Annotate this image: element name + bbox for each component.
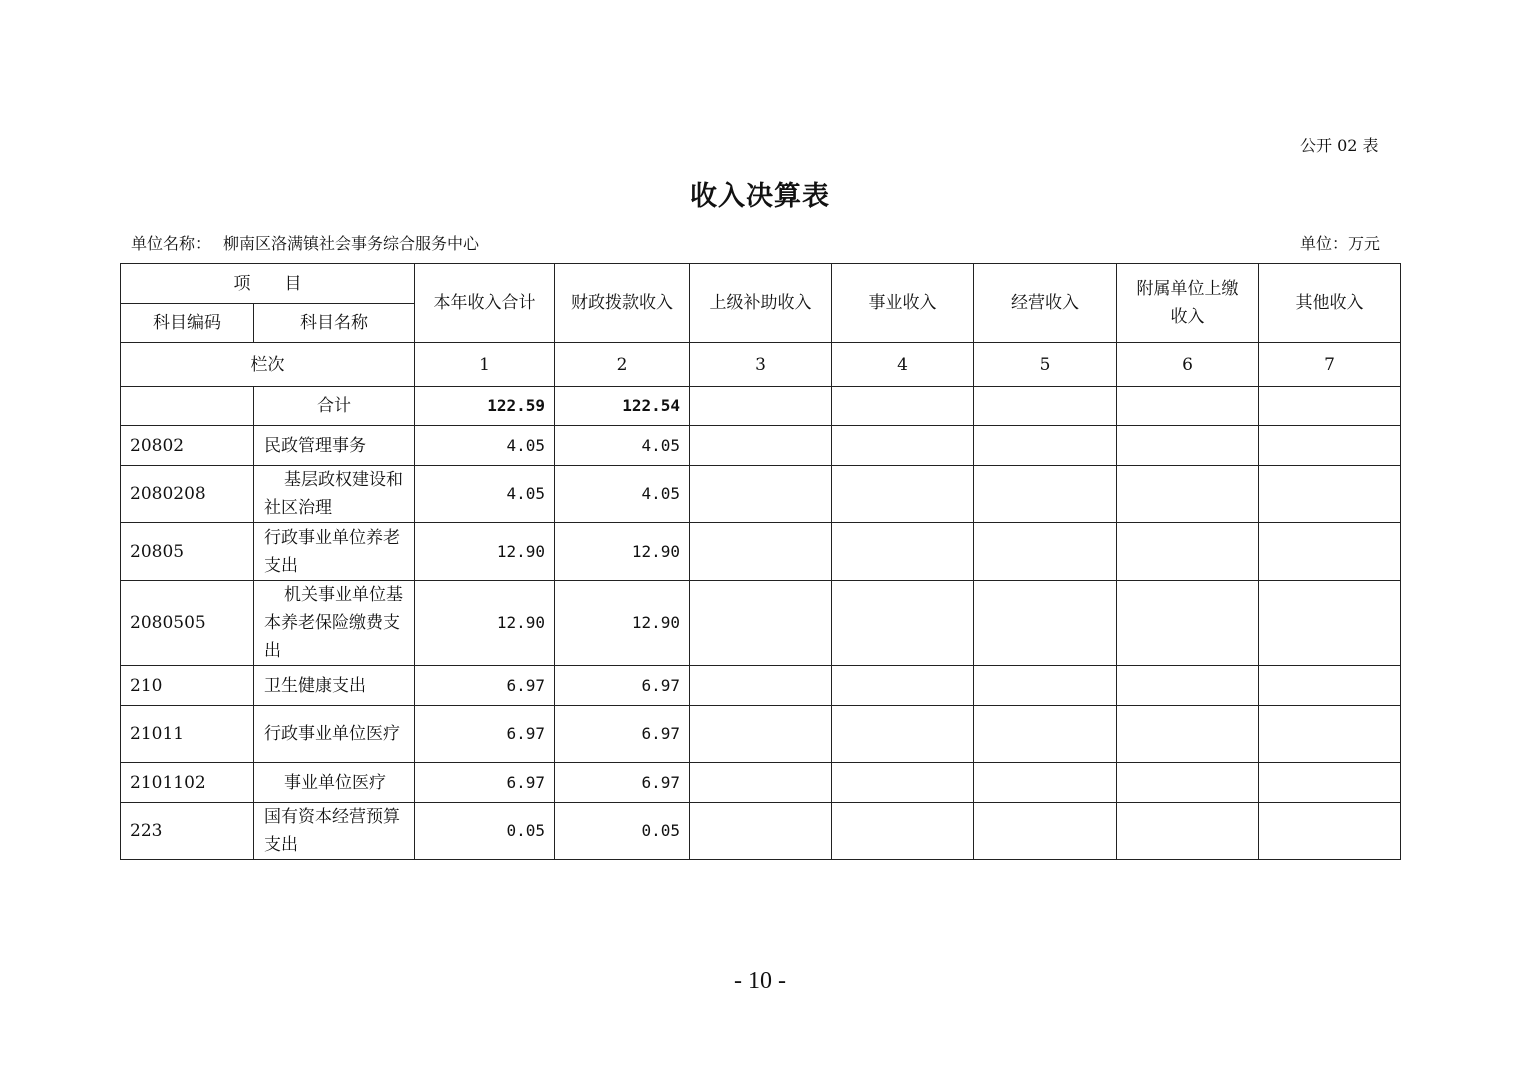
subject-name: 机关事业单位基本养老保险缴费支出: [254, 581, 415, 666]
subject-code: 223: [121, 803, 254, 860]
table-row: [121, 581, 1401, 666]
header-superior-subsidy: 上级补助收入: [690, 264, 832, 343]
table-row: [121, 466, 1401, 523]
col-num-5: 5: [974, 343, 1117, 387]
subject-name: 行政事业单位养老支出: [254, 523, 415, 581]
total-label: 合计: [254, 387, 415, 426]
money-unit: 单位：万元: [1300, 234, 1381, 253]
header-other-income: 其他收入: [1259, 264, 1401, 343]
total-fiscal-value: 122.54: [555, 387, 690, 426]
subject-name: 国有资本经营预算支出: [254, 803, 415, 860]
table-row: [121, 666, 1401, 706]
row-fiscal-income: 0.05: [555, 803, 690, 860]
header-total-income: 本年收入合计: [415, 264, 555, 343]
table-row: [121, 803, 1401, 860]
row-total-income: 6.97: [415, 763, 555, 803]
row-fiscal-income: 6.97: [555, 666, 690, 706]
column-number-row: [121, 343, 1401, 387]
form-number: 公开 02 表: [1300, 136, 1379, 155]
unit-name-value: 柳南区洛满镇社会事务综合服务中心: [223, 234, 480, 253]
row-total-income: 0.05: [415, 803, 555, 860]
row-total-income: 4.05: [415, 426, 555, 466]
table-row: [121, 763, 1401, 803]
header-name: 科目名称: [254, 304, 415, 343]
subject-code: 21011: [121, 706, 254, 763]
subject-name: 民政管理事务: [254, 426, 415, 466]
col-num-3: 3: [690, 343, 832, 387]
total-income-value: 122.59: [415, 387, 555, 426]
page-number: - 10 -: [734, 968, 786, 994]
row-fiscal-income: 6.97: [555, 706, 690, 763]
total-row: [121, 387, 1401, 426]
row-total-income: 6.97: [415, 706, 555, 763]
unit-name-line: [131, 231, 479, 254]
table-row: [121, 523, 1401, 581]
header-row-1: [121, 264, 1401, 304]
header-item: 项 目: [121, 264, 415, 304]
page-title: 收入决算表: [690, 181, 830, 212]
subject-code: 210: [121, 666, 254, 706]
subject-code: 20805: [121, 523, 254, 581]
row-fiscal-income: 12.90: [555, 523, 690, 581]
row-total-income: 4.05: [415, 466, 555, 523]
subject-name: 事业单位医疗: [254, 763, 415, 803]
subject-code: 2080505: [121, 581, 254, 666]
row-label: 栏次: [121, 343, 415, 387]
row-fiscal-income: 6.97: [555, 763, 690, 803]
header-operating-income: 经营收入: [974, 264, 1117, 343]
row-total-income: 6.97: [415, 666, 555, 706]
row-total-income: 12.90: [415, 523, 555, 581]
header-fiscal-income: 财政拨款收入: [555, 264, 690, 343]
subject-code: 2080208: [121, 466, 254, 523]
subject-name: 基层政权建设和社区治理: [254, 466, 415, 523]
col-num-4: 4: [832, 343, 974, 387]
row-total-income: 12.90: [415, 581, 555, 666]
col-num-7: 7: [1259, 343, 1401, 387]
income-table: [120, 263, 1401, 860]
subject-code: 20802: [121, 426, 254, 466]
table-row: [121, 706, 1401, 763]
row-fiscal-income: 4.05: [555, 426, 690, 466]
unit-name-label: 单位名称：: [131, 234, 212, 253]
row-fiscal-income: 4.05: [555, 466, 690, 523]
col-num-1: 1: [415, 343, 555, 387]
col-num-2: 2: [555, 343, 690, 387]
subject-name: 行政事业单位医疗: [254, 706, 415, 763]
header-affiliated-income: 附属单位上缴收入: [1117, 264, 1259, 343]
table-row: [121, 426, 1401, 466]
header-business-income: 事业收入: [832, 264, 974, 343]
subject-name: 卫生健康支出: [254, 666, 415, 706]
col-num-6: 6: [1117, 343, 1259, 387]
subject-code: 2101102: [121, 763, 254, 803]
row-fiscal-income: 12.90: [555, 581, 690, 666]
header-code: 科目编码: [121, 304, 254, 343]
